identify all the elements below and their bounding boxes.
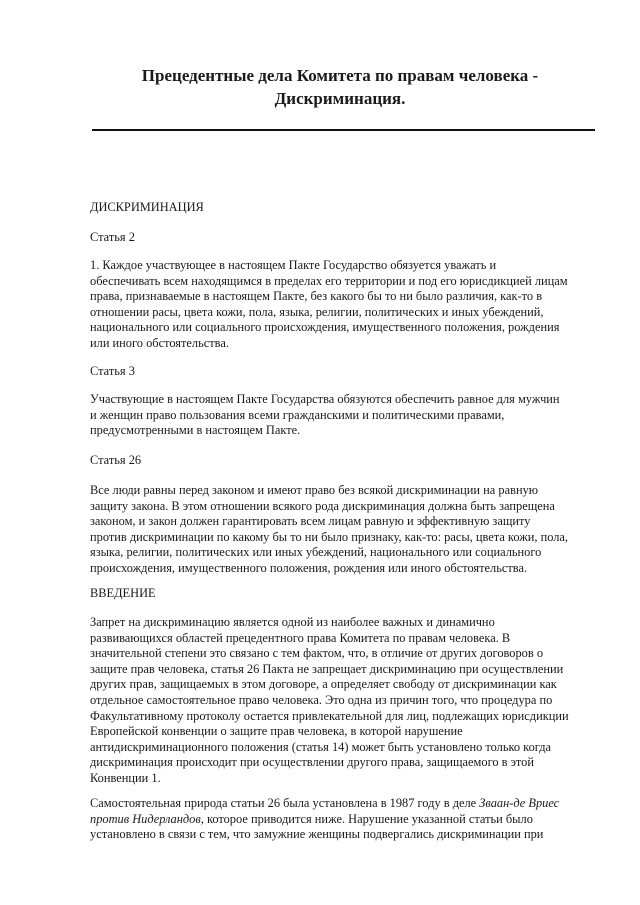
text-line: ВВЕДЕНИЕ <box>90 586 156 600</box>
case-name: против Нидерландов, <box>90 811 204 826</box>
title-line: Прецедентные дела Комитета по правам человека - <box>141 66 539 85</box>
text-line: происхождения, имущественного положения, рождения или иного обстоятельства. <box>90 560 528 575</box>
paragraph <box>90 392 560 439</box>
case-name: Зваан-де Вриес <box>479 796 560 810</box>
text-line: 1. Каждое участвующее в настоящем Пакте Государство обязуется уважать и <box>90 258 497 272</box>
text-line: установлено в связи с тем, что замужние женщины подвергались дискриминации при <box>90 827 544 842</box>
section-heading <box>90 230 135 246</box>
text-line: Конвенции 1. <box>90 770 161 785</box>
text-line: Запрет на дискриминацию является одной из наиболее важных и динамично <box>90 615 495 629</box>
paragraph <box>90 483 568 577</box>
text-line: Факультативному протоколу остается привлекательной для лиц, подлежащих юрисдикции <box>90 708 569 723</box>
text-line: национального или социального происхождения, имущественного положения, рождения <box>90 320 560 335</box>
text-line: Статья 26 <box>90 453 142 467</box>
text-line <box>90 812 559 828</box>
text-line: и женщин право пользования всеми гражданскими и политическими правами, <box>90 407 505 422</box>
text-span: Самостоятельная природа статьи 26 была установлена в 1987 году в деле <box>90 796 480 810</box>
text-line: права, признаваемые в настоящем Пакте, без какого бы то ни было различия, как-то в <box>90 289 543 304</box>
text-line: Статья 2 <box>90 230 135 244</box>
text-line: защите прав человека, статья 26 Пакта не запрещает дискриминацию при осуществлении <box>90 661 564 676</box>
text-line: языка, религии, политических или иных убеждений, национального или социального <box>90 545 542 560</box>
text-line: значительной степени это связано с тем фактом, что, в отличие от других договоров о <box>90 646 544 661</box>
text-line: против дискриминации по какому бы то ни было признаку, как-то: расы, цвета кожи, пола, <box>90 529 569 544</box>
text-line: дискриминация происходит при осуществлении другого права, защищаемого в этой <box>90 755 534 770</box>
section-heading <box>90 586 156 602</box>
text-line: Статья 3 <box>90 364 135 378</box>
text-line: Европейской конвенции о защите прав человека, в которой нарушение <box>90 724 463 739</box>
text-line: предусмотренными в настоящем Пакте. <box>90 423 301 438</box>
text-line: антидискриминационного положения (статья 14) может быть установлено только когда <box>90 739 552 754</box>
page-title <box>60 64 620 110</box>
text-line: отношении расы, цвета кожи, пола, языка, религии, политических и иных убеждений, <box>90 304 544 319</box>
text-line: Участвующие в настоящем Пакте Государства обязуются обеспечить равное для мужчин <box>90 392 560 406</box>
text-line: защиту закона. В этом отношении всякого рода дискриминация должна быть запрещена <box>90 498 555 513</box>
text-line: или иного обстоятельства. <box>90 335 229 350</box>
text-line: обеспечивать всем находящимся в пределах его территории и под его юрисдикцией лицам <box>90 273 568 288</box>
paragraph <box>90 258 568 352</box>
text-line: отдельное самостоятельное право человека. Это одна из причин того, что процедура по <box>90 692 553 707</box>
text-line: законом, и закон должен гарантировать всем лицам равную и эффективную защиту <box>90 514 531 529</box>
text-line: ДИСКРИМИНАЦИЯ <box>90 200 204 214</box>
text-line <box>90 796 559 812</box>
title-line: Дискриминация. <box>274 89 406 108</box>
text-line: других прав, защищаемых в этом договоре, а определяет свободу от дискриминации как <box>90 677 557 692</box>
text-line: развивающихся областей прецедентного права Комитета по правам человека. В <box>90 630 511 645</box>
paragraph <box>90 615 569 787</box>
section-heading <box>90 200 204 216</box>
text-span: которое приводится ниже. Нарушение указанной статьи было <box>206 811 533 826</box>
title-divider <box>92 129 595 131</box>
text-line: Все люди равны перед законом и имеют право без всякой дискриминации на равную <box>90 483 539 497</box>
paragraph <box>90 796 559 843</box>
section-heading <box>90 364 135 380</box>
section-heading <box>90 453 141 469</box>
